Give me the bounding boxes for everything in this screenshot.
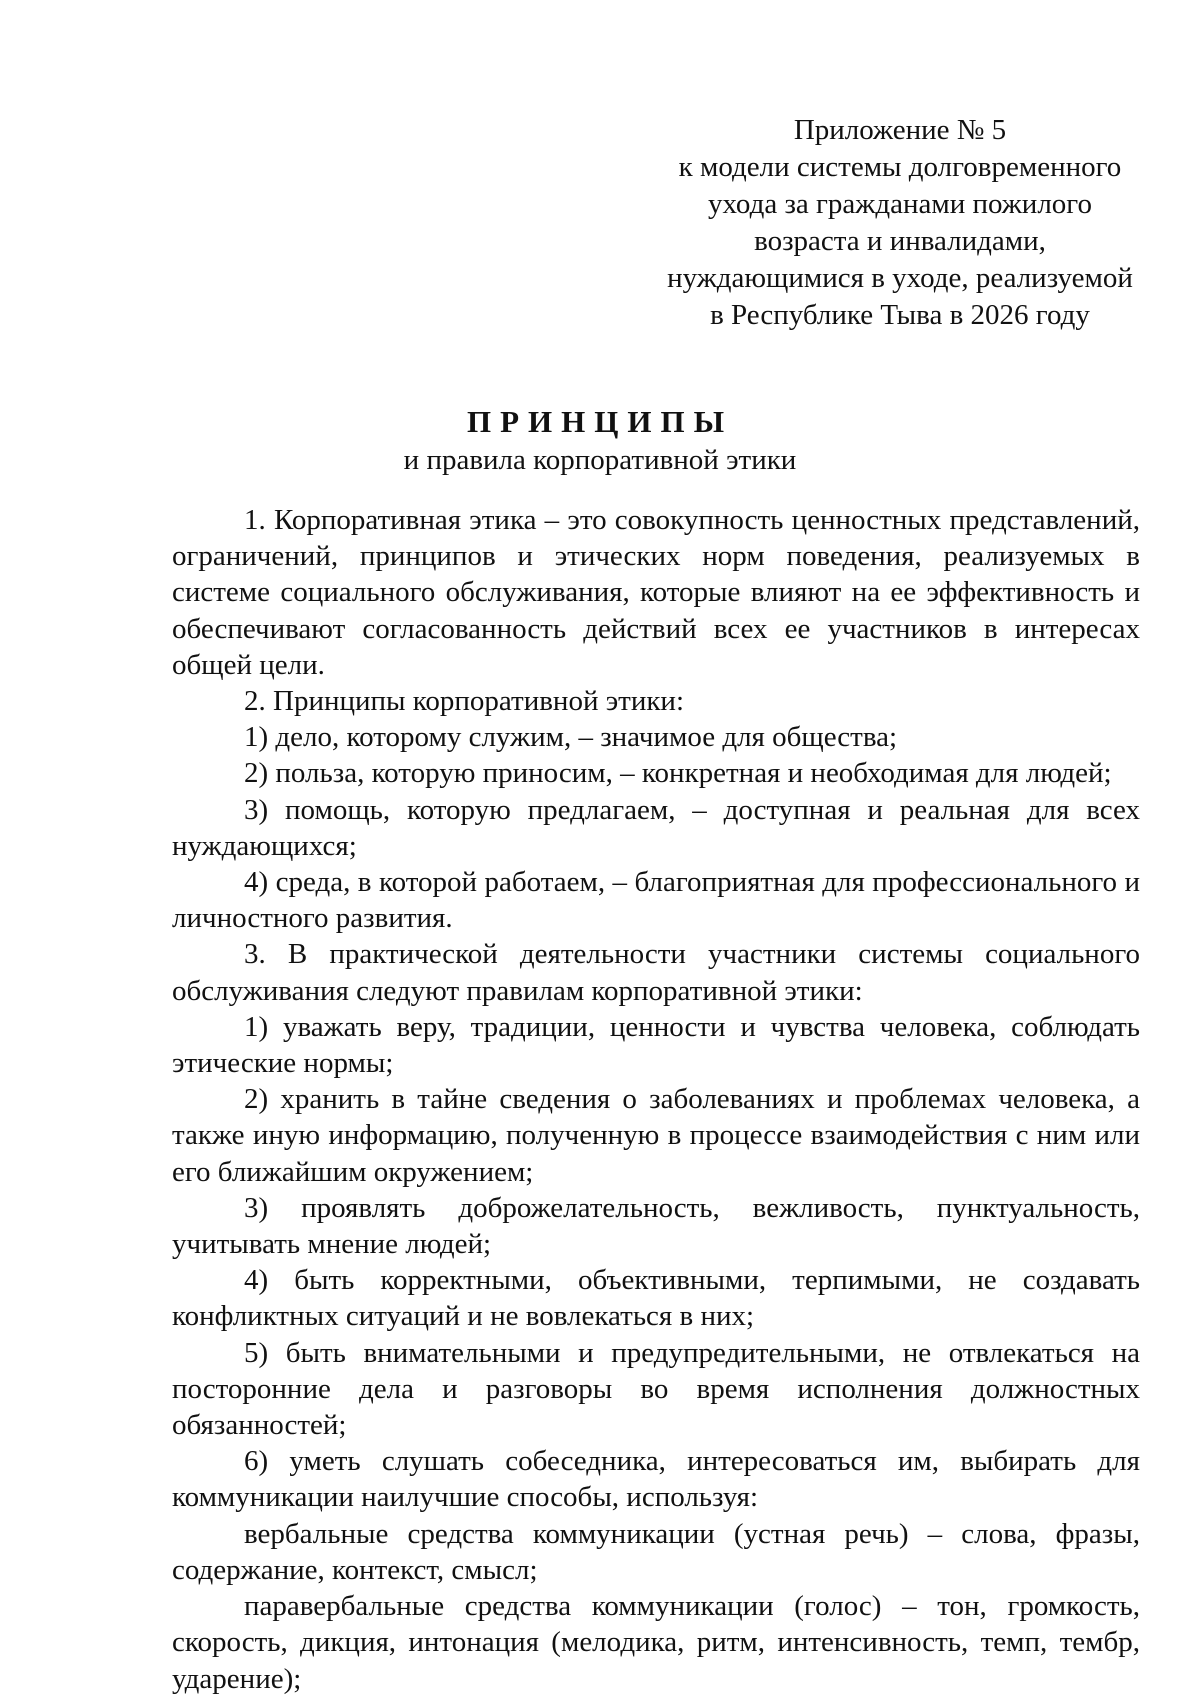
appendix-line: в Республике Тыва в 2026 году — [710, 299, 1090, 331]
paragraph-principle-item: 3) помощь, которую предлагаем, – доступная и реальная для всех нуждающихся; — [172, 793, 1140, 862]
paragraph-rule-item: 3) проявлять доброжелательность, вежливость, пунктуальность, учитывать мнение людей; — [172, 1191, 1140, 1261]
appendix-line: к модели системы долговременного — [678, 151, 1122, 183]
paragraph-rule-item: 4) быть корректными, объективными, терпимыми, не создавать конфликтных ситуаций и не вовлекаться в них; — [172, 1264, 1140, 1333]
document-title: ПРИНЦИПЫ — [466, 404, 734, 439]
paragraph-rule-item: 5) быть внимательными и предупредительными, не отвлекаться на посторонние дела и разговоры во время исполнения должностных обязанностей; — [172, 1336, 1140, 1442]
appendix-line: Приложение № 5 — [793, 114, 1007, 146]
appendix-line: возраста и инвалидами, — [754, 225, 1046, 257]
paragraph-rule-item: 6) уметь слушать собеседника, интересоваться им, выбирать для коммуникации наилучшие способы, используя: — [172, 1445, 1140, 1514]
appendix-line: нуждающимися в уходе, реализуемой — [667, 262, 1133, 294]
document-subtitle: и правила корпоративной этики — [403, 444, 797, 476]
paragraph-rules-heading: 3. В практической деятельности участники системы социального обслуживания следуют правилам корпоративной этики: — [172, 938, 1140, 1007]
paragraph-principle-item: 1) дело, которому служим, – значимое для общества; — [244, 721, 898, 754]
appendix-header — [660, 112, 1140, 334]
paragraph-principle-item: 4) среда, в которой работаем, – благоприятная для профессионального и личностного развития. — [172, 866, 1140, 935]
paragraph-communication-paraverbal: паравербальные средства коммуникации (голос) – тон, громкость, скорость, дикция, интонация (мелодика, ритм, интенсивность, темп, тембр, ударение); — [172, 1590, 1140, 1695]
paragraph-principles-heading: 2. Принципы корпоративной этики: — [244, 685, 685, 718]
paragraph-rule-item: 2) хранить в тайне сведения о заболеваниях и проблемах человека, а также иную информацию, полученную в процессе взаимодействия с ним или его ближайшим окружением; — [172, 1083, 1140, 1188]
paragraph-definition: 1. Корпоративная этика – это совокупность ценностных представлений, ограничений, принципов и этических норм поведения, реализуемых в системе социального обслуживания, которые влияют на ее эффективность и обеспечивают согласованность действий всех ее участников в интересах общей цели. — [172, 504, 1140, 681]
paragraph-principle-item: 2) польза, которую приносим, – конкретная и необходимая для людей; — [244, 757, 1112, 790]
appendix-line: ухода за гражданами пожилого — [708, 188, 1092, 220]
document-body — [172, 502, 1140, 1697]
paragraph-communication-verbal: вербальные средства коммуникации (устная речь) – слова, фразы, содержание, контекст, смысл; — [172, 1517, 1140, 1586]
paragraph-rule-item: 1) уважать веру, традиции, ценности и чувства человека, соблюдать этические нормы; — [172, 1010, 1140, 1080]
